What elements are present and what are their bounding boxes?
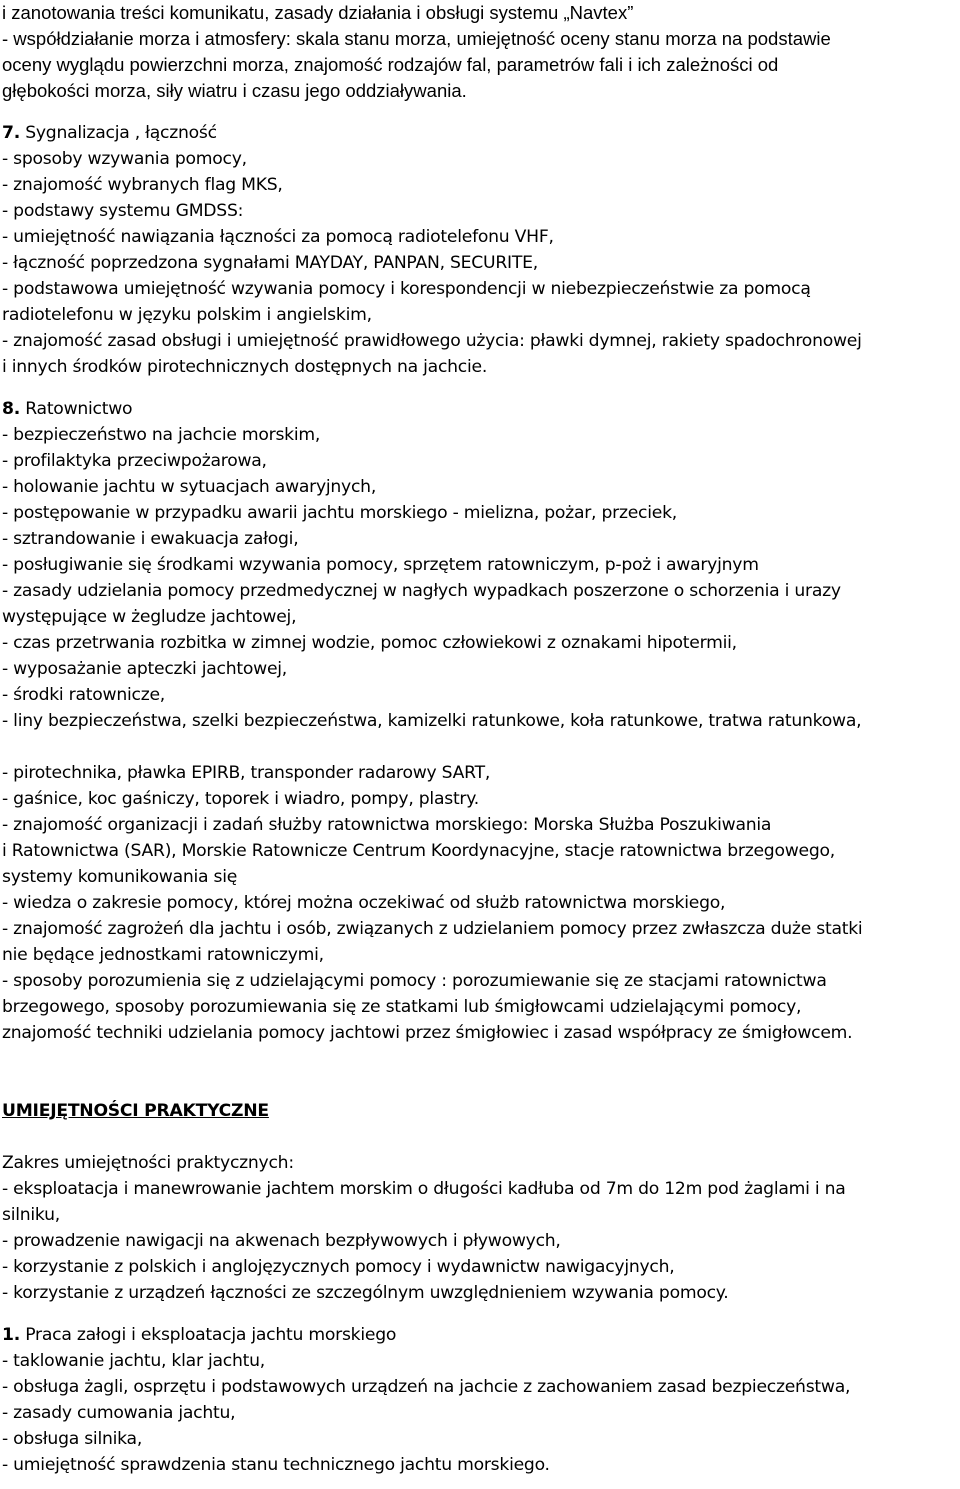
text-line: - taklowanie jachtu, klar jachtu, [2,1351,265,1371]
text-line: - znajomość wybranych flag MKS, [2,175,283,195]
text-line: systemy komunikowania się [2,867,238,887]
text-line: nie będące jednostkami ratowniczymi, [2,945,324,965]
text-line: - profilaktyka przeciwpożarowa, [2,451,267,471]
text-line: radiotelefonu w języku polskim i angielskim, [2,305,372,325]
text-line: - umiejętność sprawdzenia stanu technicznego jachtu morskiego. [2,1455,550,1475]
section-heading [2,120,960,146]
text-line: - łączność poprzedzona sygnałami MAYDAY, PANPAN, SECURITE, [2,253,538,273]
text-line: głębokości morza, siły wiatru i czasu jego oddziaływania. [2,80,467,101]
text-line: znajomość techniki udzielania pomocy jachtowi przez śmigłowiec i zasad współpracy ze śmigłowcem. [2,1023,853,1043]
text-line: - podstawowa umiejętność wzywania pomocy i korespondencji w niebezpieczeństwie za pomocą [2,279,811,299]
section-number: 8. [2,399,20,419]
text-line: - korzystanie z urządzeń łączności ze szczególnym uwzględnieniem wzywania pomocy. [2,1283,729,1303]
text-line: - liny bezpieczeństwa, szelki bezpieczeństwa, kamizelki ratunkowe, koła ratunkowe, tratwa ratunkowa, [2,711,862,731]
text-line: - wiedza o zakresie pomocy, której można oczekiwać od służb ratownictwa morskiego, [2,893,726,913]
practical-heading: UMIEJĘTNOŚCI PRAKTYCZNE [2,1101,269,1121]
text-line: - gaśnice, koc gaśniczy, toporek i wiadro, pompy, plastry. [2,789,479,809]
text-line: - posługiwanie się środkami wzywania pomocy, sprzętem ratowniczym, p-poż i awaryjnym [2,555,759,575]
text-line: - czas przetrwania rozbitka w zimnej wodzie, pomoc człowiekowi z oznakami hipotermii, [2,633,737,653]
intro-block [2,0,960,104]
text-line: - bezpieczeństwo na jachcie morskim, [2,425,321,445]
text-line: - pirotechnika, pławka EPIRB, transponder radarowy SART, [2,763,491,783]
practical-section-1 [2,1322,960,1478]
section-number: 1. [2,1325,20,1345]
text-line: - prowadzenie nawigacji na akwenach bezpływowych i pływowych, [2,1231,561,1251]
text-line: - znajomość zasad obsługi i umiejętność prawidłowego użycia: pławki dymnej, rakiety spadochronowej [2,331,862,351]
text-line: - postępowanie w przypadku awarii jachtu morskiego - mielizna, pożar, przeciek, [2,503,678,523]
text-line: - sposoby porozumienia się z udzielającymi pomocy : porozumiewanie się ze stacjami ratownictwa [2,971,827,991]
text-line: - znajomość organizacji i zadań służby ratownictwa morskiego: Morska Służba Poszukiwania [2,815,772,835]
text-line: - znajomość zagrożeń dla jachtu i osób, związanych z udzielaniem pomocy przez zwłaszcza duże statki [2,919,863,939]
section-title: Sygnalizacja , łączność [25,123,217,143]
text-line: - podstawy systemu GMDSS: [2,201,244,221]
text-line: i Ratownictwa (SAR), Morskie Ratownicze Centrum Koordynacyjne, stacje ratownictwa brzegowego, [2,841,836,861]
text-line: - zasady udzielania pomocy przedmedycznej w nagłych wypadkach poszerzone o schorzenia i urazy [2,581,841,601]
text-line: - środki ratownicze, [2,685,166,705]
text-line: silniku, [2,1205,60,1225]
text-line: - umiejętność nawiązania łączności za pomocą radiotelefonu VHF, [2,227,554,247]
text-line: - zasady cumowania jachtu, [2,1403,236,1423]
text-line: - sztrandowanie i ewakuacja załogi, [2,529,299,549]
section-7 [2,120,960,380]
text-line: występujące w żegludze jachtowej, [2,607,297,627]
text-line: - holowanie jachtu w sytuacjach awaryjnych, [2,477,377,497]
section-8 [2,396,960,1046]
section-heading [2,396,960,422]
scope-title: Zakres umiejętności praktycznych: [2,1153,294,1173]
text-line: - korzystanie z polskich i anglojęzycznych pomocy i wydawnictw nawigacyjnych, [2,1257,675,1277]
text-line: brzegowego, sposoby porozumiewania się ze statkami lub śmigłowcami udzielającymi pomocy, [2,997,802,1017]
text-line: i innych środków pirotechnicznych dostępnych na jachcie. [2,357,488,377]
section-title: Ratownictwo [25,399,133,419]
text-line: - współdziałanie morza i atmosfery: skala stanu morza, umiejętność oceny stanu morza na podstawie [2,28,831,49]
section-title: Praca załogi i eksploatacja jachtu morskiego [25,1325,397,1345]
text-line: i zanotowania treści komunikatu, zasady działania i obsługi systemu „Navtex” [2,2,634,23]
text-line: oceny wyglądu powierzchni morza, znajomość rodzajów fal, parametrów fali i ich zależności od [2,54,779,75]
text-line: - eksploatacja i manewrowanie jachtem morskim o długości kadłuba od 7m do 12m pod żaglami i na [2,1179,846,1199]
text-line: - obsługa żagli, osprzętu i podstawowych urządzeń na jachcie z zachowaniem zasad bezpieczeństwa, [2,1377,851,1397]
section-heading [2,1322,960,1348]
text-line: - sposoby wzywania pomocy, [2,149,247,169]
practical-skills [2,1098,960,1478]
text-line: - wyposażanie apteczki jachtowej, [2,659,288,679]
text-line: - obsługa silnika, [2,1429,143,1449]
section-number: 7. [2,123,20,143]
